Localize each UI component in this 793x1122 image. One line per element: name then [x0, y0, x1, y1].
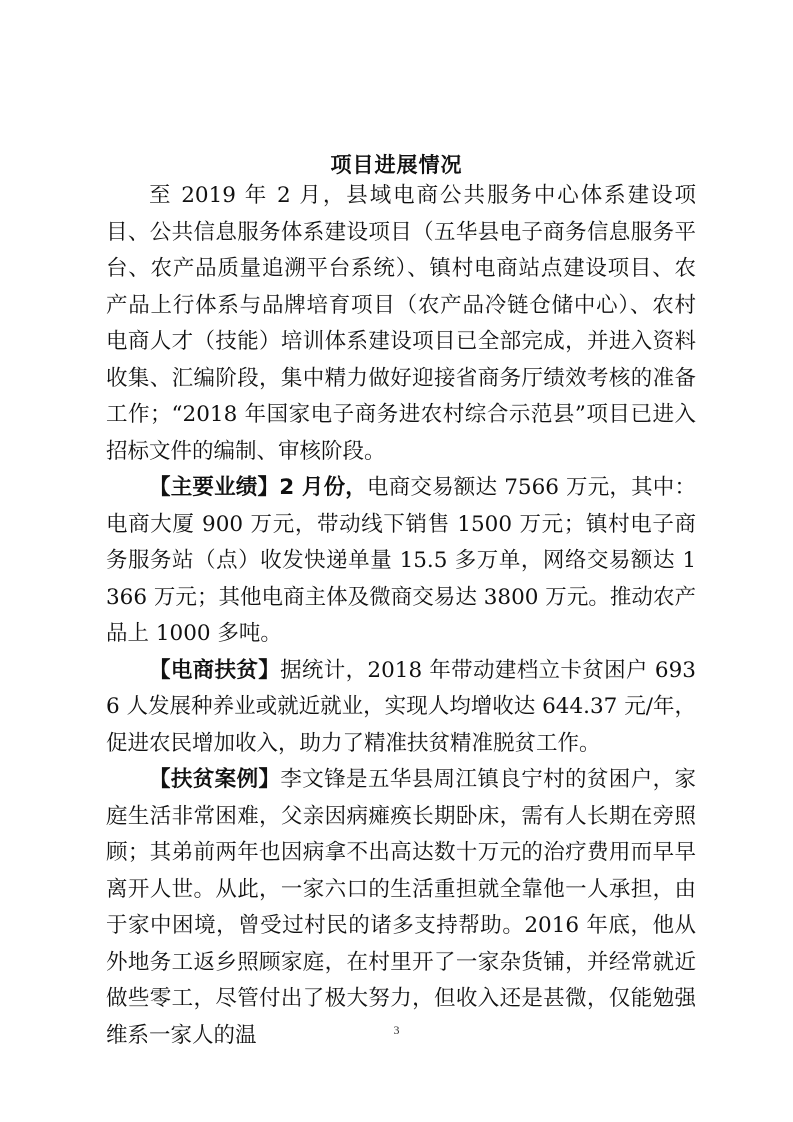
paragraph-poverty-alleviation-case-text: 李文锋是五华县周江镇良宁村的贫困户，家庭生活非常困难，父亲因病瘫痪长期卧床，需有人长期在旁照顾；其弟前两年也因病拿不出高达数十万元的治疗费用而早早离开人世。从此，一家六口的生活重担就全靠他一人承担，由于家中困境，曾受过村民的诸多支持帮助。2016 年底，他从外地务工返乡照顾家庭，在村里开了一家杂货铺，并经常就近做些零工，尽管付出了极大努力，但收入还是甚微，仅能勉强维系一家人的温 — [106, 767, 696, 1048]
paragraph-poverty-alleviation-case-heading: 【扶贫案例】 — [149, 767, 281, 792]
paragraph-main-performance-text: 电商交易额达 7566 万元，其中：电商大厦 900 万元，带动线下销售 1500 万元；镇村电子商务服务站（点）收发快递单量 15.5 多万单，网络交易额达 1366 万元；其他电商主体及微商交易达 3800 万元。推动农产品上 1000 多吨。 — [106, 475, 697, 646]
document-body — [106, 178, 696, 1054]
document-title: 项目进展情况 — [330, 153, 463, 177]
paragraph-progress — [106, 178, 696, 470]
paragraph-ecommerce-poverty-alleviation — [106, 653, 696, 763]
page-number: 3 — [393, 1023, 400, 1037]
paragraph-poverty-alleviation-case — [106, 762, 696, 1054]
paragraph-progress-text: 至 2019 年 2 月，县域电商公共服务中心体系建设项目、公共信息服务体系建设项目（五华县电子商务信息服务平台、农产品质量追溯平台系统）、镇村电商站点建设项目、农产品上行体系与品牌培育项目（农产品冷链仓储中心）、农村电商人才（技能）培训体系建设项目已全部完成，并进入资料收集、汇编阶段，集中精力做好迎接省商务厅绩效考核的准备工作；“2018 年国家电子商务进农村综合示范县”项目已进入招标文件的编制、审核阶段。 — [106, 183, 696, 464]
paragraph-main-performance-heading: 【主要业绩】2 月份， — [149, 475, 367, 500]
paragraph-ecommerce-poverty-alleviation-text: 据统计，2018 年带动建档立卡贫困户 6936 人发展种养业或就近就业，实现人均增收达 644.37 元/年，促进农民增加收入，助力了精准扶贫精准脱贫工作。 — [106, 657, 696, 756]
paragraph-main-performance — [106, 470, 696, 653]
paragraph-ecommerce-poverty-alleviation-heading: 【电商扶贫】 — [149, 657, 281, 683]
